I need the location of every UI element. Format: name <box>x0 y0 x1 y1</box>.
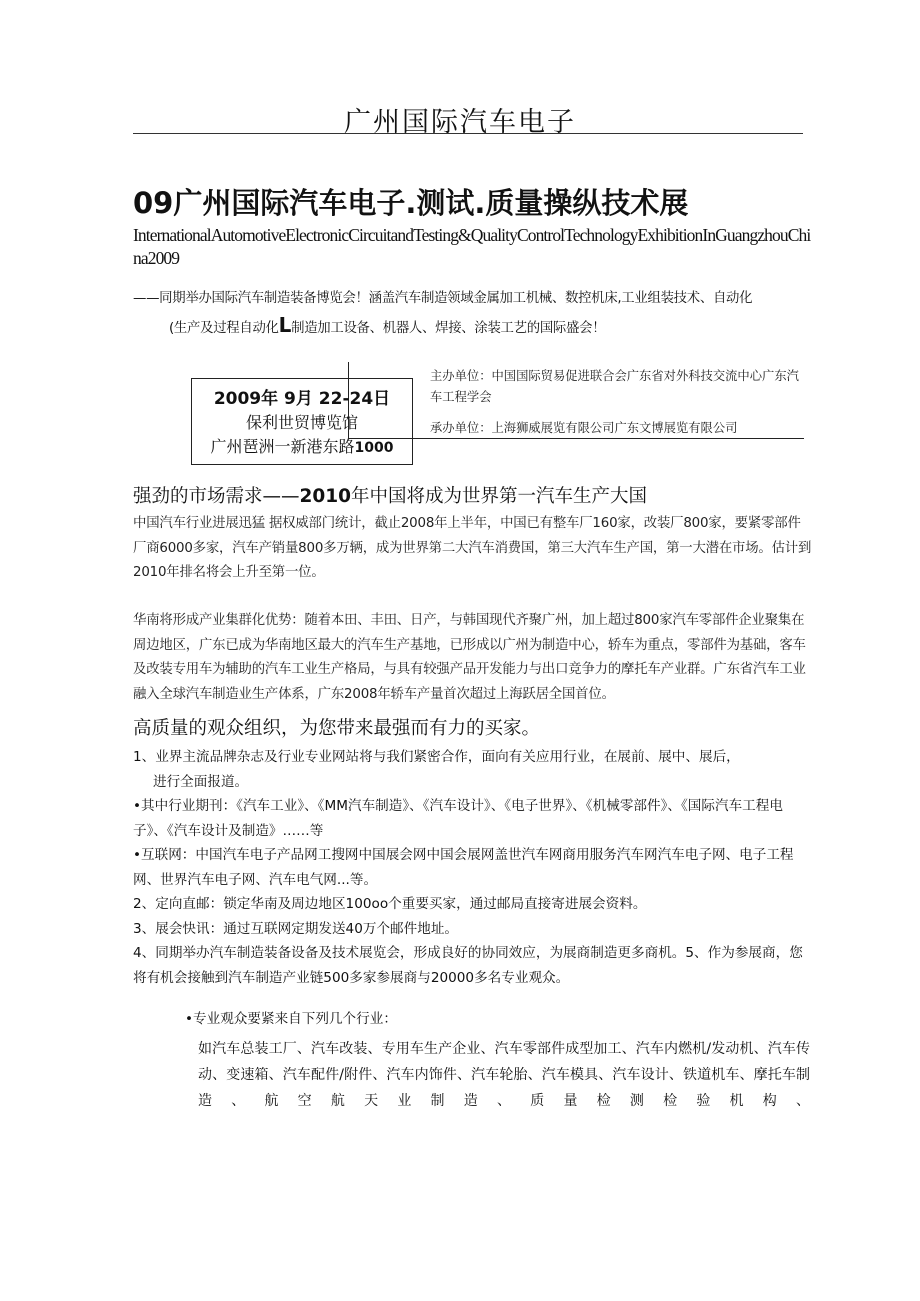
concurrent-line-1: ——同期举办国际汽车制造装备博览会！涵盖汽车制造领域金属加工机械、数控机床,工业组装技术、自动化 <box>133 291 753 306</box>
audience-item-periodicals: •其中行业期刊：《汽车工业》、《MM汽车制造》、《汽车设计》、《电子世界》、《机械零部件》、《国际汽车工程电子》、《汽车设计及制造》……等 <box>133 798 783 839</box>
section-audience-heading: 高质量的观众组织，为您带来最强而有力的买家。 <box>133 718 541 739</box>
audience-item-2: 2、定向直邮：锁定华南及周边地区100oo个重要买家，通过邮局直接寄进展会资料。 <box>133 896 647 912</box>
audience-item-1: 1、业界主流品牌杂志及行业专业网站将与我们紧密合作，面向有关应用行业，在展前、展中、展后， <box>133 749 740 765</box>
concurrent-line-2 <box>133 312 813 342</box>
section-market-heading <box>133 482 647 508</box>
market-paragraph-2: 华南将形成产业集群化优势：随着本田、丰田、日产，与韩国现代齐聚广州，加上超过800家汽车零部件企业聚集在周边地区，广东已成为华南地区最大的汽车生产基地，已形成以广州为制造中心，轿车为重点，零部件为基础，客车及改装专用车为辅助的汽车工业生产格局，与具有较强产品开发能力与出口竞争力的摩托车产业群。广东省汽车工业融入全球汽车制造业生产体系，广东2008年轿车产量首次超过上海跃居全国首位。 <box>133 613 806 702</box>
audience-item-1-cont: 进行全面报道。 <box>153 773 249 790</box>
audience-item-internet: •互联网：中国汽车电子产品网工搜网中国展会网中国会展网盖世汽车网商用服务汽车网汽车电子网、电子工程网、世界汽车电子网、汽车电气网...等。 <box>133 847 794 888</box>
english-title: InternationalAutomotiveElectronicCircuitandTesting&QualityControlTechnologyExhibitionInGuangzhouChina2009 <box>133 225 811 268</box>
concurrent-exhibition-note <box>133 285 813 342</box>
visitor-industries-heading: •专业观众要紧来自下列几个行业： <box>185 1011 397 1027</box>
concurrent-big-l: L <box>278 313 292 337</box>
header-title: 广州国际汽车电子 <box>344 107 576 138</box>
co-organizer: 承办单位：上海狮威展览有限公司广东文博展览有限公司 <box>430 421 738 435</box>
audience-item-3: 3、展会快讯：通过互联网定期发送40万个邮件地址。 <box>133 920 459 937</box>
event-address-b: 1000 <box>354 440 394 456</box>
visitor-industries-list: 如汽车总装工厂、汽车改装、专用车生产企业、汽车零部件成型加工、汽车内燃机/发动机、汽车传动、变速箱、汽车配件/附件、汽车内饰件、汽车轮胎、汽车模具、汽车设计、铁道机车、摩托车制造、航空航天业制造、质量检测检验机构、 <box>198 1041 810 1109</box>
market-heading-c: 年中国将成为世界第一汽车生产大国 <box>351 486 648 507</box>
event-venue: 保利世贸博览馆 <box>245 413 358 432</box>
concurrent-line-2-a: (生产及过程自动化 <box>169 321 279 336</box>
event-date: 2009年 9月 22-24日 <box>213 389 391 409</box>
event-address-a: 广州琶洲一新港东路 <box>210 437 355 456</box>
market-paragraph-1: 中国汽车行业进展迅猛 据权威部门统计，截止2008年上半年，中国已有整车厂160家，改装厂800家，要紧零部件厂商6000多家，汽车产销量800多万辆，成为世界第二大汽车消费国，第三大汽车生产国，第一大潜在市场。估计到2010年排名将会上升至第一位。 <box>133 516 812 580</box>
host-organizer: 主办单位：中国国际贸易促进联合会广东省对外科技交流中心广东汽车工程学会 <box>430 369 799 404</box>
event-address <box>192 436 412 459</box>
main-title: 09广州国际汽车电子.测试.质量操纵技术展 <box>133 186 689 220</box>
audience-item-4: 4、同期举办汽车制造装备设备及技术展览会，形成良好的协同效应，为展商制造更多商机。5、作为参展商，您将有机会接触到汽车制造产业链500多家参展商与20000多名专业观众。 <box>133 945 803 986</box>
audience-list <box>133 745 813 990</box>
header-rule <box>133 133 803 134</box>
market-heading-year: 2010 <box>299 486 352 507</box>
event-info-box <box>191 378 413 465</box>
concurrent-line-2-b: 制造加工设备、机器人、焊接、涂装工艺的国际盛会！ <box>291 321 606 336</box>
market-heading-a: 强劲的市场需求—— <box>133 486 300 507</box>
